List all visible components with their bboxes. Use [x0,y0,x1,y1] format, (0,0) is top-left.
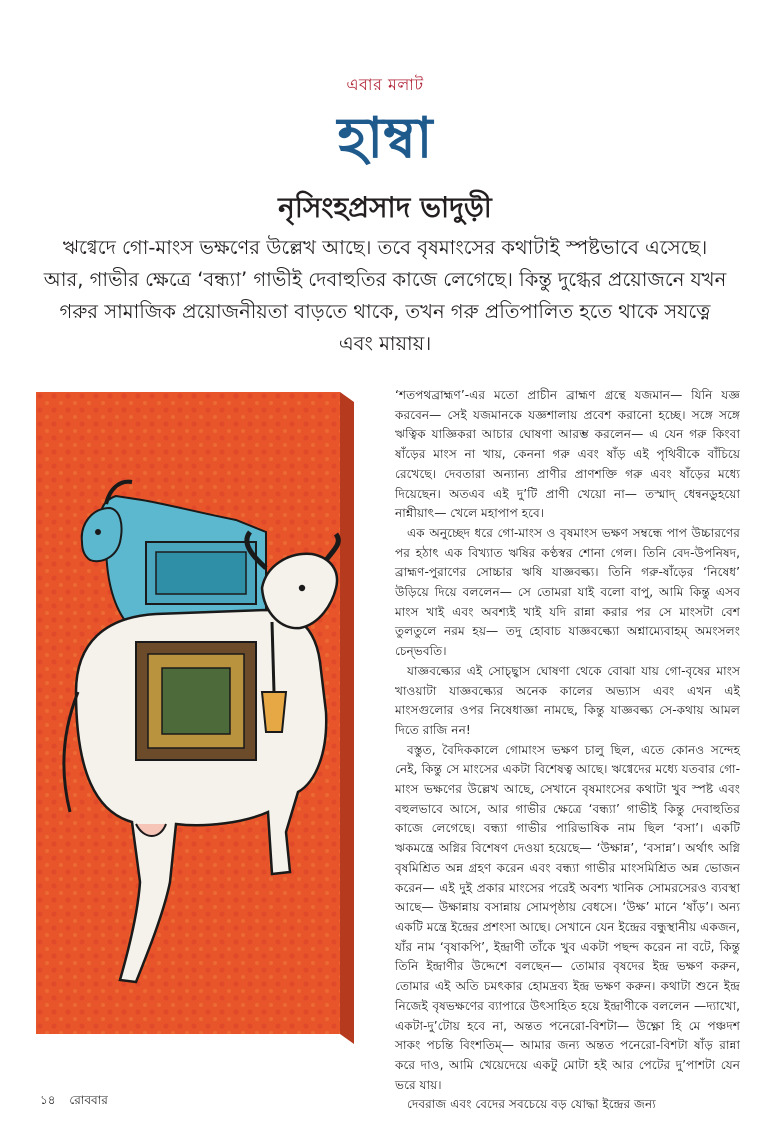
page-number: ১৪ [40,1093,56,1107]
page-title: হাম্বা [337,106,433,171]
standfirst: ঋগ্বেদে গো-মাংস ভক্ষণের উল্লেখ আছে। তবে বৃষমাংসের কথাটাই স্পষ্টভাবে এসেছে। আর, গাভীর ক্ষেত্রে ‘বন্ধ্যা’ গাভীই দেবাহুতির কাজে লেগেছে। কিন্তু দুগ্ধের প্রয়োজনে যখন গরুর সামাজিক প্রয়োজনীয়তা বাড়তে থাকে, তখন গরু প্রতিপালিত হতে থাকে সযত্নে এবং মায়ায়। [43,236,727,355]
article-body [395,386,740,1115]
article-paragraph: দেবরাজ এবং বেদের সবচেয়ে বড় যোদ্ধা ইন্দ্রের জন্য [407,1097,656,1112]
page-footer [40,1092,108,1112]
article-paragraph: যাজ্ঞবল্ক্যের এই সোচ্ছ্বাস ঘোষণা থেকে বোঝা যায় গো-বৃষের মাংস খাওয়াটা যাজ্ঞবল্ক্যের অনেক কালের অভ্যাস এবং এখন এই মাংসগুলোর ওপর নিষেধাজ্ঞা নামছে, কিন্তু যাজ্ঞবল্ক্য সে-কথায় আমল দিতে রাজি নন! [395,663,740,737]
publication-name: রোববার [69,1093,108,1107]
article-paragraph: বস্তুত, বৈদিককালে গোমাংস ভক্ষণ চালু ছিল, এতে কোনও সন্দেহ নেই, কিন্তু সে মাংসের একটা বিশেষত্ব আছে। ঋগ্বেদের মধ্যে যতবার গো-মাংস ভক্ষণের উল্লেখ আছে, সেখানে বৃষমাংসের কথাটা খুব স্পষ্ট এবং বহুলভাবে আসে, আর গাভীর ক্ষেত্রে ‘বন্ধ্যা’ গাভীই কিন্তু দেবাহুতির কাজে লেগেছে। বন্ধ্যা গাভীর পারিভাষিক নাম ছিল ‘বসা’। একটি ঋকমন্ত্রে অগ্নির বিশেষণ দেওয়া হয়েছে— ‘উক্ষান্ন’, ‘বসান্ন’। অর্থাৎ অগ্নি বৃষমিশ্রিত অন্ন গ্রহণ করেন এবং বন্ধ্যা গাভীর মাংসমিশ্রিত অন্ন ভোজন করেন— এই দুই প্রকার মাংসের পরেই অবশ্য খানিক সোমরসেরও ব্যবস্থা আছে— উক্ষান্নায় বসান্নায় সোমপৃষ্ঠায় বেধসে। ‘উক্ষ’ মানে ‘ষাঁড়’। অন্য একটি মন্ত্রে ইন্দ্রের প্রশংসা আছে। সেখানে যেন ইন্দ্রের বন্ধুস্থানীয় একজন, যাঁর নাম ‘বৃষাকপি’, ইন্দ্রাণী তাঁকে খুব একটা পছন্দ করেন না বটে, কিন্তু তিনি ইন্দ্রাণীর উদ্দেশে বলছেন— তোমার বৃষদের ইন্দ্র ভক্ষণ করুন, তোমার এই অতি চমৎকার হোমদ্রব্য ইন্দ্র ভক্ষণ করুন। কথাটা শুনে ইন্দ্র নিজেই বৃষভক্ষণের ব্যাপারে উৎসাহিত হয়ে ইন্দ্রাণীকে বললেন —দ্যাখো, একটা-দু’টোয় হবে না, অন্তত পনেরো-বিশটা— উক্ষ্ণো হি মে পঞ্চদশ সাকং পচন্তি বিংশতিম্— আমার জন্য অন্তত পনেরো-বিশটা ষাঁড় রান্না করে দাও, আমি খেয়েদেয়ে একটু মোটা হই আর পেটের দু’পাশটা যেন ভরে যায়। [395,742,740,1092]
author-name: নৃসিংহপ্রসাদ ভাদুড়ী [278,191,492,224]
article-paragraph: ‘শতপথব্রাহ্মণ’-এর মতো প্রাচীন ব্রাহ্মণ গ্রন্থে যজমান— যিনি যজ্ঞ করবেন— সেই যজমানকে যজ্ঞশালায় প্রবেশ করানো হচ্ছে। সঙ্গে সঙ্গে ঋত্বিক যাজ্ঞিকরা আচার ঘোষণা আরম্ভ করলেন— এ যেন গরু কিংবা ষাঁড়ের মাংস না খায়, কেননা গরু এবং ষাঁড় এই পৃথিবীকে বাঁচিয়ে রেখেছে। দেবতারা অন্যান্য প্রাণীর প্রাণশক্তি গরু এবং ষাঁড়ের মধ্যে দিয়েছেন। অতএব এই দু’টি প্রাণী খেয়ো না— তস্মাদ্ ধেন্বনডুহয়ো নাশ্নীয়াৎ— খেলে মহাপাপ হবে। [395,388,740,521]
section-kicker: এবার মলাট [346,75,424,94]
article-paragraph: এক অনুচ্ছেদ ধরে গো-মাংস ও বৃষমাংস ভক্ষণ সম্বন্ধে পাপ উচ্চারণের পর হঠাৎ এক বিখ্যাত ঋষির কণ্ঠস্বর শোনা গেল। তিনি বেদ-উপনিষদ, ব্রাহ্মণ-পুরাণের সোচ্চার ঋষি যাজ্ঞবল্ক্য। তিনি গরু-ষাঁড়ের ‘নিষেধ’ উড়িয়ে দিয়ে বললেন— সে তোমরা যাই বলো বাপু, আমি কিন্তু এসব মাংস খাই এবং অবশ্যই খাই যদি রান্না করার পর সে মাংসটা বেশ তুলতুলে নরম হয়— তদু হোবাচ যাজ্ঞবল্ক্যো অশ্নাম্যেবাহম্ অমংসলং চেন্ভবতি। [395,525,740,659]
book-cover-illustration [36,392,366,1044]
